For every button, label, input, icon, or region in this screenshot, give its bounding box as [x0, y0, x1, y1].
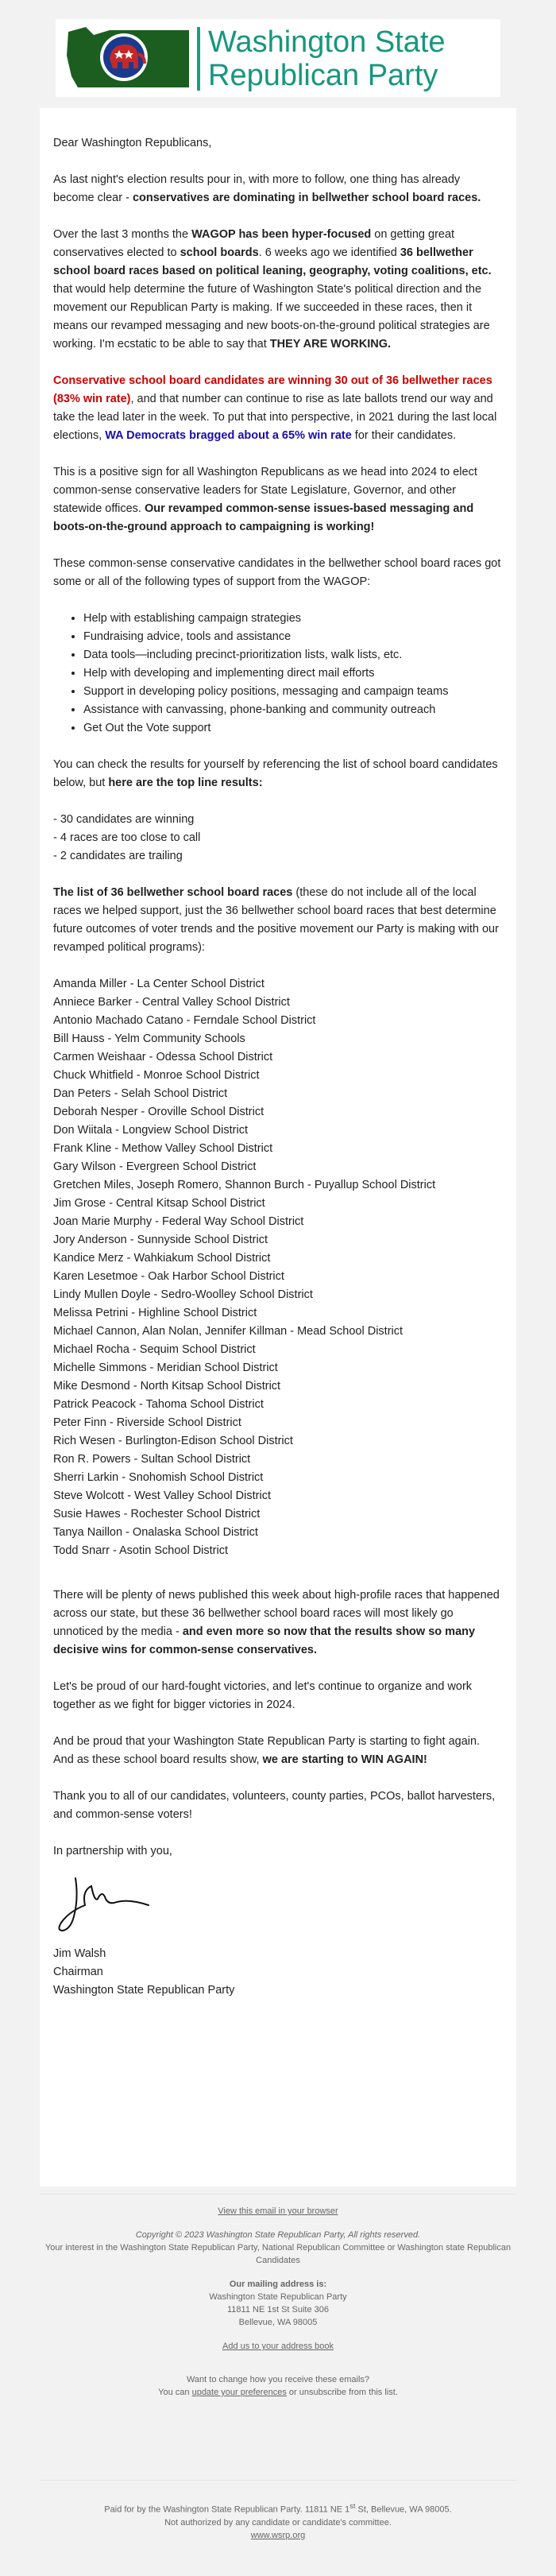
washington-map-elephant-icon — [62, 24, 193, 96]
candidate-item: Jim Grose - Central Kitsap School District — [53, 1197, 265, 1210]
result-line: - 4 races are too close to call — [53, 831, 201, 844]
footer-copyright-block — [40, 2229, 516, 2267]
candidate-item: Frank Kline - Methow Valley School District — [53, 1142, 273, 1155]
list-item: • Data tools—including precinct-prioritization lists, walk lists, etc. — [83, 646, 503, 664]
candidate-item: Peter Finn - Riverside School District — [53, 1416, 241, 1429]
red-highlight-text: Conservative school board candidates are winning 30 out of 36 bellwether races (83% win rate) — [53, 374, 492, 405]
letter-content — [53, 108, 503, 2000]
democrats-link[interactable]: WA Democrats bragged about a 65% win rate — [105, 429, 352, 442]
candidate-item: Tanya Naillon - Onalaska School District — [53, 1526, 258, 1539]
text: on getting great conservatives elected to — [53, 228, 455, 259]
footer-divider — [40, 2480, 516, 2481]
paid-for-block — [40, 2500, 516, 2542]
not-authorized-text: Not authorized by any candidate or candidate's committee. — [164, 2517, 392, 2528]
bold-text: Our revamped common-sense issues-based messaging and boots-on-the-ground approach to campaigning is working! — [53, 502, 474, 533]
candidate-item: Karen Lesetmoe - Oak Harbor School District — [53, 1270, 284, 1283]
list-item: • Help with developing and implementing direct mail efforts — [83, 664, 503, 683]
paragraph-support-intro: These common-sense conservative candidates in the bellwether school board races got some or all of the following types of support from the WAGOP: — [53, 557, 501, 588]
candidate-item: Chuck Whitfield - Monroe School District — [53, 1069, 260, 1082]
bold-text: here are the top line results: — [108, 777, 263, 789]
signer-title: Chairman — [53, 1966, 103, 1978]
list-item: • Assistance with canvassing, phone-banking and community outreach — [83, 701, 503, 719]
text: And be proud that your Washington State Republican Party is starting to fight again. And as these school board results show, — [53, 1735, 481, 1766]
logo-divider — [197, 27, 200, 91]
list-item: • Support in developing policy positions, messaging and campaign teams — [83, 683, 503, 701]
change-question: Want to change how you receive these emails? — [186, 2375, 370, 2384]
candidate-item: Jory Anderson - Sunnyside School District — [53, 1234, 268, 1246]
candidate-item: Gretchen Miles, Joseph Romero, Shannon Burch - Puyallup School District — [53, 1179, 436, 1191]
signer-name: Jim Walsh — [53, 1947, 106, 1960]
candidate-item: Michael Rocha - Sequim School District — [53, 1343, 256, 1356]
logo-wordmark — [208, 25, 446, 92]
address-line: Bellevue, WA 98005 — [238, 2318, 318, 2327]
add-to-address-book-link[interactable]: Add us to your address book — [222, 2342, 334, 2351]
paragraph-focus — [53, 226, 503, 354]
mailing-address-block — [40, 2278, 516, 2329]
list-item: • Fundraising advice, tools and assistance — [83, 628, 503, 646]
address-line: 11811 NE 1st St Suite 306 — [226, 2305, 329, 2315]
candidate-item: Amanda Miller - La Center School District — [53, 978, 264, 990]
text: for their candidates. — [351, 429, 457, 442]
candidate-item: Steve Wolcott - West Valley School District — [53, 1489, 271, 1502]
bold-text: The list of 36 bellwether school board races — [53, 886, 293, 899]
email-footer — [40, 2202, 516, 2410]
result-line: - 2 candidates are trailing — [53, 850, 183, 862]
paid-by-text: St, Bellevue, WA 98005. — [355, 2504, 452, 2515]
top-line-results — [53, 811, 503, 866]
candidate-item: Patrick Peacock - Tahoma School District — [53, 1398, 264, 1411]
paid-by-text: Paid for by the Washington State Republican Party. 11811 NE 1 — [104, 2504, 350, 2515]
candidate-item: Kandice Merz - Wahkiakum School District — [53, 1252, 271, 1265]
bold-text: school boards — [180, 246, 259, 259]
logo-text-line2: Republican Party — [208, 59, 438, 92]
candidate-item: Anniece Barker - Central Valley School District — [53, 996, 290, 1009]
candidate-item: Bill Hauss - Yelm Community Schools — [53, 1032, 245, 1045]
mailing-label: Our mailing address is: — [229, 2280, 327, 2289]
bold-text: we are starting to WIN AGAIN! — [262, 1753, 427, 1766]
list-item: • Help with establishing campaign strategies — [83, 610, 503, 628]
paragraph-thanks: Thank you to all of our candidates, volunteers, county parties, PCOs, ballot harvesters, and common-sense voters! — [53, 1790, 496, 1821]
candidate-item: Joan Marie Murphy - Federal Way School District — [53, 1215, 304, 1228]
candidate-item: Don Wiitala - Longview School District — [53, 1124, 248, 1137]
candidate-item: Ron R. Powers - Sultan School District — [53, 1453, 251, 1466]
candidate-item: Carmen Weishaar - Odessa School District — [53, 1051, 273, 1063]
email-body-card — [40, 108, 516, 2187]
party-logo[interactable] — [56, 19, 500, 97]
candidate-item: Michelle Simmons - Meridian School District — [53, 1362, 278, 1374]
text: . 6 weeks ago we identified — [258, 246, 400, 259]
paragraph-results — [53, 372, 503, 445]
address-line: Washington State Republican Party — [209, 2292, 347, 2302]
support-list — [53, 610, 503, 738]
paragraph-fight — [53, 1733, 503, 1769]
signer-org: Washington State Republican Party — [53, 1984, 235, 1997]
paragraph-positive-sign — [53, 463, 503, 537]
paragraph-proud: Let's be proud of our hard-fought victories, and let's continue to organize and work together as we fight for bigger victories in 2024. — [53, 1680, 473, 1711]
candidate-list — [53, 975, 503, 1560]
candidate-item: Susie Hawes - Rochester School District — [53, 1508, 261, 1520]
bold-text: 36 bellwether school board races based on political leaning, geography, voting coalitions, etc. — [53, 246, 492, 277]
text: As last night's election results pour in, with more to follow, one thing has already become clear - — [53, 173, 461, 204]
text: You can check the results for yourself by referencing the list of school board candidates below, but — [53, 758, 498, 789]
candidate-item: Antonio Machado Catano - Ferndale School District — [53, 1014, 316, 1027]
text: that would help determine the future of Washington State's political direction and the movement our Republican Party is making. If we succeeded in these races, then it means our revamped messaging and new boots-on-the-ground political strategies are working. I'm ecstatic to be able to say that — [53, 283, 490, 351]
signature-block — [53, 1945, 503, 2000]
superscript: st — [349, 2502, 356, 2510]
text: , and that number can continue to rise as late ballots trend our way and take the lead later in the week. To put that into perspective, in 2021 during the last local elections, — [53, 393, 497, 442]
update-preferences-link[interactable]: update your preferences — [191, 2388, 287, 2397]
preferences-block — [40, 2373, 516, 2399]
candidate-item: Todd Snarr - Asotin School District — [53, 1544, 229, 1557]
signature-image — [53, 1867, 503, 1937]
bold-text: conservatives are dominating in bellwether school board races. — [132, 192, 481, 204]
result-line: - 30 candidates are winning — [53, 813, 195, 826]
closing: In partnership with you, — [53, 1845, 172, 1857]
text: You can — [158, 2388, 192, 2397]
text: There will be plenty of news published this week about high-profile races that happened across our state, but these 36 bellwether school board races will most likely go unnoticed by the media - — [53, 1589, 500, 1638]
bold-text: WAGOP has been hyper-focused — [191, 228, 372, 241]
candidate-item: Gary Wilson - Evergreen School District — [53, 1160, 257, 1173]
text: or unsubscribe from this list. — [286, 2388, 398, 2397]
interest-text: Your interest in the Washington State Republican Party, National Republican Committee or Washington state Republican Candidates — [44, 2243, 512, 2265]
candidate-item: Dan Peters - Selah School District — [53, 1087, 228, 1100]
paragraph-media — [53, 1586, 503, 1660]
website-link[interactable]: www.wsrp.org — [250, 2530, 306, 2540]
bold-text: THEY ARE WORKING. — [269, 338, 392, 351]
candidate-item: Deborah Nesper - Oroville School District — [53, 1106, 264, 1118]
greeting: Dear Washington Republicans, — [53, 137, 212, 149]
candidate-item: Melissa Petrini - Highline School District — [53, 1307, 257, 1319]
bold-text: and even more so now that the results show so many decisive wins for common-sense conservatives. — [53, 1625, 476, 1656]
candidate-item: Sherri Larkin - Snohomish School District — [53, 1471, 264, 1484]
candidate-item: Michael Cannon, Alan Nolan, Jennifer Killman - Mead School District — [53, 1325, 403, 1338]
text: This is a positive sign for all Washington Republicans as we head into 2024 to elect common-sense conservative leaders for State Legislature, Governor, and other statewide offices. — [53, 466, 477, 515]
text: Over the last 3 months the — [53, 228, 192, 241]
text: (these do not include all of the local races we helped support, just the 36 bellwether school board races that best determine future outcomes of voter trends and the positive movement our Party is making with our revamped political programs): — [53, 886, 499, 954]
paragraph-intro — [53, 171, 503, 207]
view-in-browser-link[interactable]: View this email in your browser — [218, 2206, 338, 2216]
email-header — [0, 0, 556, 108]
copyright-text: Copyright © 2023 Washington State Republican Party, All rights reserved. — [135, 2230, 421, 2240]
list-item: • Get Out the Vote support — [83, 719, 503, 738]
candidate-item: Rich Wesen - Burlington-Edison School District — [53, 1435, 293, 1447]
logo-text-line1: Washington State — [208, 25, 446, 59]
paragraph-list-intro — [53, 884, 503, 957]
candidate-item: Mike Desmond - North Kitsap School District — [53, 1380, 281, 1393]
paragraph-check-results — [53, 756, 503, 792]
candidate-item: Lindy Mullen Doyle - Sedro-Woolley School District — [53, 1288, 313, 1301]
